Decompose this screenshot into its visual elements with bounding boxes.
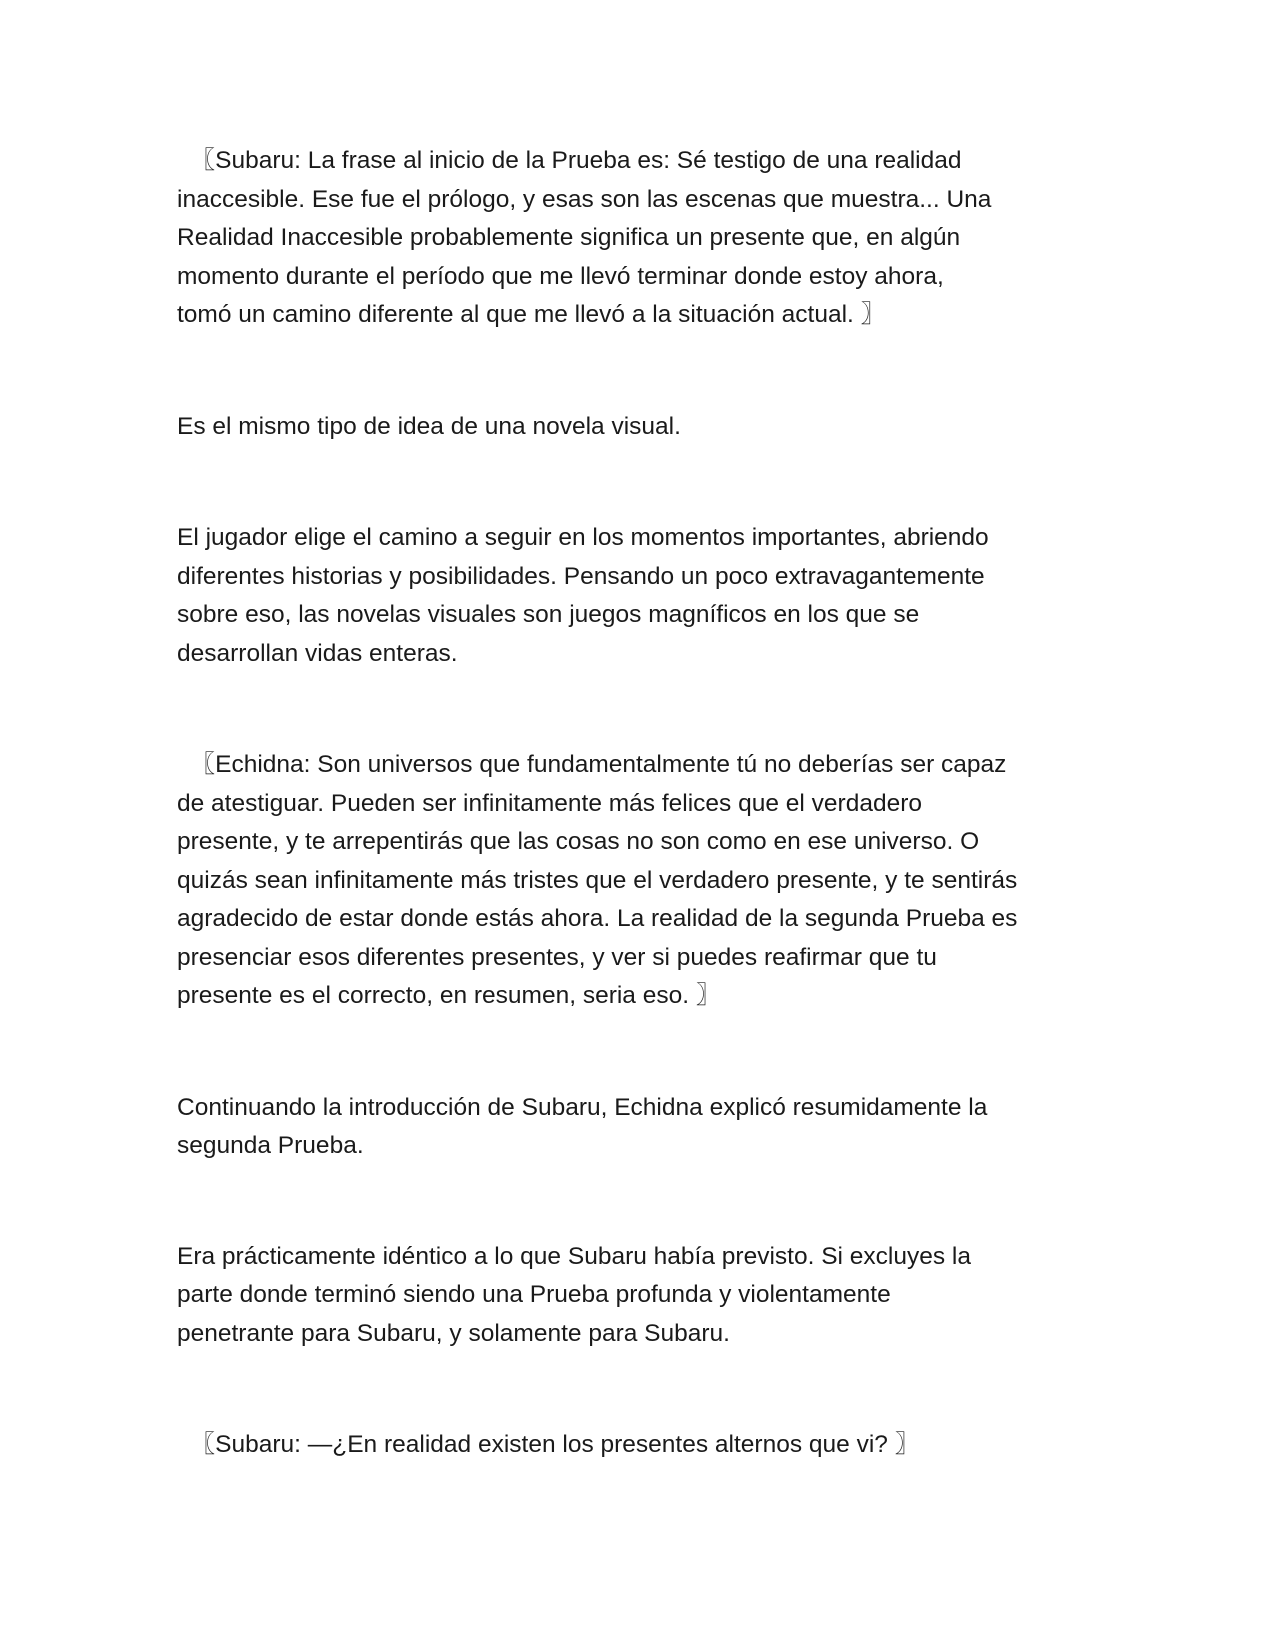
paragraph-narration-2: El jugador elige el camino a seguir en los momentos importantes, abriendo diferentes historias y posibilidades. Pensando un poco extravagantemente sobre eso, las novelas visuales son juegos magníficos en los que se desarrollan vidas enteras. — [177, 524, 989, 667]
paragraph-spacer — [177, 1353, 1107, 1426]
paragraph-spacer — [177, 335, 1107, 408]
paragraph-spacer — [177, 446, 1107, 519]
paragraph-subaru-dialogue-2: 〖Subaru: —¿En realidad existen los presentes alternos que vi? 〗 — [177, 1431, 920, 1458]
paragraph-subaru-dialogue-1: 〖Subaru: La frase al inicio de la Prueba es: Sé testigo de una realidad inaccesible. Ese fue el prólogo, y esas son las escenas que muestra... Una Realidad Inaccesible probablemente significa un presente que, en algún momento durante el período que me llevó terminar donde estoy ahora, tomó un camino diferente al que me llevó a la situación actual. 〗 — [177, 147, 992, 328]
paragraph-narration-1: Es el mismo tipo de idea de una novela visual. — [177, 412, 681, 440]
paragraph-narration-4: Era prácticamente idéntico a lo que Subaru había previsto. Si excluyes la parte donde terminó siendo una Prueba profunda y violentamente penetrante para Subaru, y solamente para Subaru. — [177, 1242, 971, 1347]
document-page — [177, 142, 1107, 1465]
paragraph-spacer — [177, 1016, 1107, 1089]
paragraph-echidna-dialogue: 〖Echidna: Son universos que fundamentalmente tú no deberías ser capaz de atestiguar. Pueden ser infinitamente más felices que el verdadero presente, y te arrepentirás que las cosas no son como en ese universo. O quizás sean infinitamente más tristes que el verdadero presente, y te sentirás agradecido de estar donde estás ahora. La realidad de la segunda Prueba es presenciar esos diferentes presentes, y ver si puedes reafirmar que tu presente es el correcto, en resumen, seria eso. 〗 — [177, 751, 1018, 1009]
paragraph-spacer — [177, 1166, 1107, 1238]
paragraph-spacer — [177, 673, 1107, 746]
paragraph-narration-3: Continuando la introducción de Subaru, Echidna explicó resumidamente la segunda Prueba. — [177, 1093, 988, 1159]
